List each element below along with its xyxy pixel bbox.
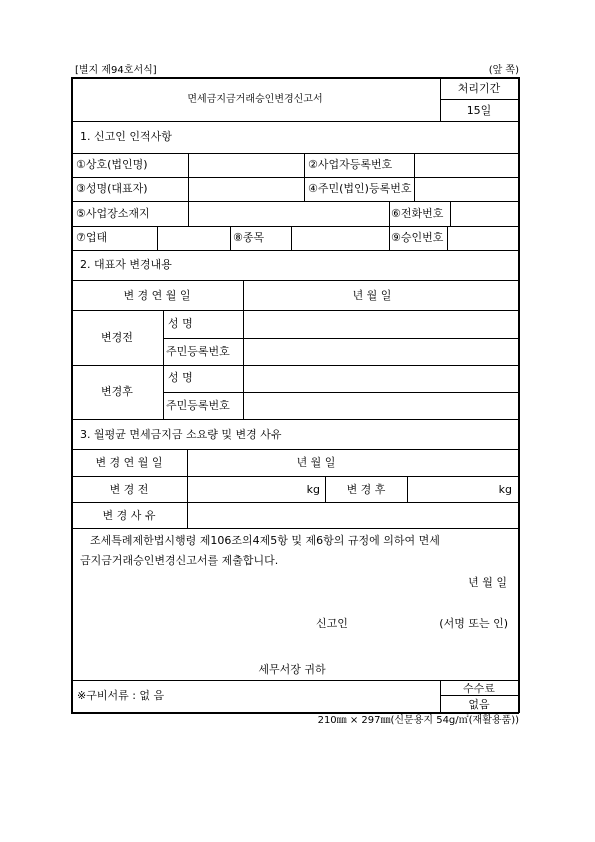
before-resident-no-label: 주민등록번호 xyxy=(166,345,230,358)
resident-reg-no-label: ④주민(법인)등록번호 xyxy=(308,182,412,195)
business-address-label: ⑤사업장소재지 xyxy=(76,207,150,220)
business-item-label: ⑧종목 xyxy=(233,231,265,244)
processing-period-value: 15일 xyxy=(466,104,492,117)
amount-change-date-value: 년 월 일 xyxy=(296,456,336,469)
amount-before-unit: kg xyxy=(306,483,320,496)
section1-title: 1. 신고인 인적사항 xyxy=(80,130,172,143)
fee-label: 수수료 xyxy=(463,682,495,695)
applicant-label: 신고인 xyxy=(316,617,348,630)
amount-before-label: 변 경 전 xyxy=(109,483,149,496)
after-name-label: 성 명 xyxy=(168,371,193,384)
change-date-value: 년 월 일 xyxy=(352,289,392,302)
change-date-label: 변 경 연 월 일 xyxy=(123,289,191,302)
page-side-label: (앞 쪽) xyxy=(488,65,519,76)
business-type-label: ⑦업태 xyxy=(76,231,108,244)
representative-name-label: ③성명(대표자) xyxy=(76,182,148,195)
recipient-label: 세무서장 귀하 xyxy=(258,663,326,676)
phone-number-label: ⑥전화번호 xyxy=(391,207,444,220)
processing-period-label: 처리기간 xyxy=(457,82,501,95)
company-name-label: ①상호(법인명) xyxy=(76,158,148,171)
form-title: 면세금지금거래승인변경신고서 xyxy=(187,94,323,105)
approval-number-label: ⑨승인번호 xyxy=(391,231,444,244)
business-reg-no-label: ②사업자등록번호 xyxy=(308,158,393,171)
amount-after-unit: kg xyxy=(498,483,512,496)
after-resident-no-label: 주민등록번호 xyxy=(166,399,230,412)
paper-spec: 210㎜ × 297㎜(신문용지 54g/㎡(재활용품)) xyxy=(317,715,519,726)
change-reason-label: 변 경 사 유 xyxy=(102,509,156,522)
statement-date: 년 월 일 xyxy=(468,576,507,589)
after-change-label: 변경후 xyxy=(101,385,133,398)
statement-line-1: 조세특례제한법시행령 제106조의4제5항 및 제6항의 규정에 의하여 면세 xyxy=(90,534,440,547)
amount-after-label: 변 경 후 xyxy=(346,483,386,496)
amount-change-date-label: 변 경 연 월 일 xyxy=(95,456,163,469)
before-name-label: 성 명 xyxy=(168,317,193,330)
signature-label: (서명 또는 인) xyxy=(439,617,508,630)
before-change-label: 변경전 xyxy=(101,331,133,344)
required-documents: ※구비서류 : 없 음 xyxy=(77,689,165,702)
section2-title: 2. 대표자 변경내용 xyxy=(80,258,172,271)
fee-value: 없음 xyxy=(468,698,490,711)
section3-title: 3. 월평균 면세금지금 소요량 및 변경 사유 xyxy=(80,428,282,441)
form-number: [별지 제94호서식] xyxy=(75,65,157,76)
statement-line-2: 금지금거래승인변경신고서를 제출합니다. xyxy=(80,554,279,567)
